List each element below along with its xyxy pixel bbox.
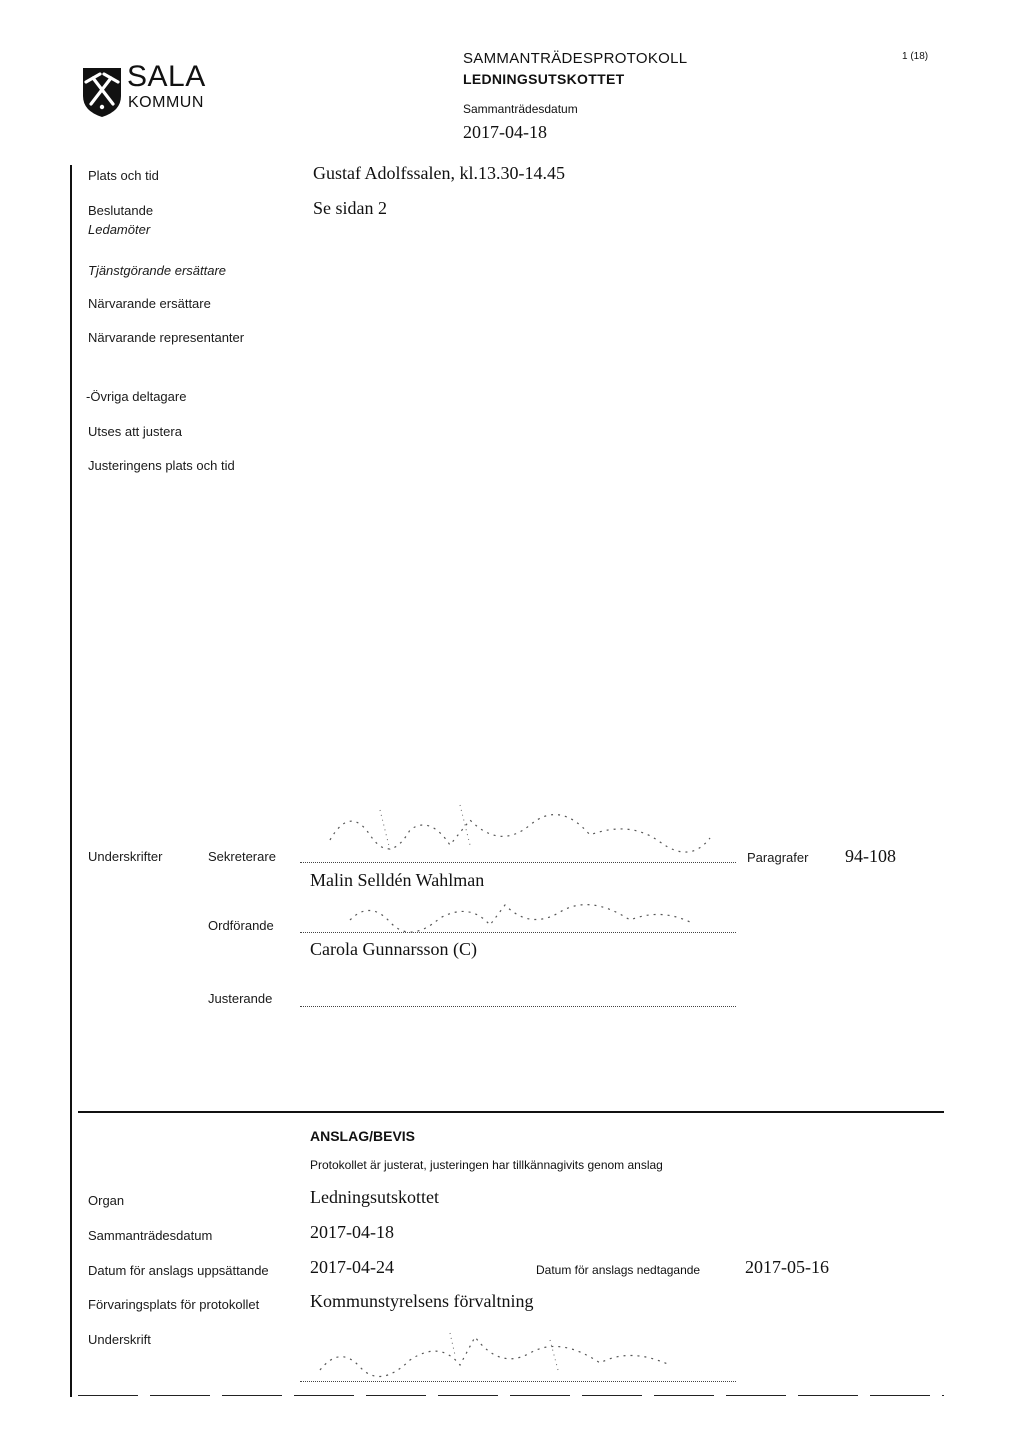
- document-title: SAMMANTRÄDESPROTOKOLL: [463, 50, 688, 67]
- storage-value: Kommunstyrelsens förvaltning: [310, 1291, 534, 1311]
- logo-subtitle: KOMMUN: [128, 94, 204, 111]
- notice-signature-line: [300, 1381, 736, 1382]
- adjustment-place-label: Justeringens plats och tid: [88, 458, 235, 473]
- logo-name: SALA: [127, 60, 206, 93]
- organ-label: Organ: [88, 1193, 125, 1208]
- notice-meeting-date-value: 2017-04-18: [310, 1222, 394, 1242]
- secretary-name: Malin Selldén Wahlman: [310, 870, 485, 890]
- present-representatives-label: Närvarande representanter: [88, 330, 245, 345]
- meeting-date: 2017-04-18: [463, 122, 547, 142]
- place-value: Gustaf Adolfssalen, kl.13.30-14.45: [313, 163, 565, 183]
- bottom-rule: [78, 1395, 944, 1396]
- removed-date-value: 2017-05-16: [745, 1257, 829, 1277]
- secretary-signature-line: [300, 862, 736, 863]
- sala-coat-of-arms-icon: [82, 66, 122, 118]
- organization-name: LEDNINGSUTSKOTTET: [463, 71, 625, 87]
- serving-substitutes-label: Tjänstgörande ersättare: [88, 263, 227, 278]
- posted-date-label: Datum för anslags uppsättande: [88, 1263, 269, 1278]
- storage-label: Förvaringsplats för protokollet: [88, 1297, 260, 1312]
- chair-signature-line: [300, 932, 736, 933]
- meeting-date-label: Sammanträdesdatum: [463, 102, 578, 116]
- other-participants-label: -Övriga deltagare: [86, 389, 187, 404]
- signatures-section-label: Underskrifter: [88, 849, 163, 864]
- decision-value: Se sidan 2: [313, 198, 387, 218]
- chair-label: Ordförande: [208, 918, 274, 933]
- notice-meeting-date-label: Sammanträdesdatum: [88, 1228, 213, 1243]
- present-substitutes-label: Närvarande ersättare: [88, 296, 211, 311]
- decision-label: Beslutande: [88, 203, 154, 218]
- chair-signature: [300, 890, 720, 935]
- members-label: Ledamöter: [88, 222, 151, 237]
- removed-date-label: Datum för anslags nedtagande: [536, 1263, 701, 1277]
- secretary-label: Sekreterare: [208, 849, 276, 864]
- chair-name: Carola Gunnarsson (C): [310, 939, 477, 959]
- adjuster-signature-line: [300, 1006, 736, 1007]
- appointed-adjuster-label: Utses att justera: [88, 424, 182, 439]
- paragraphs-label: Paragrafer: [747, 850, 809, 865]
- secretary-signature: [300, 800, 720, 860]
- organ-value: Ledningsutskottet: [310, 1187, 439, 1207]
- paragraphs-value: 94-108: [845, 846, 896, 866]
- notice-statement: Protokollet är justerat, justeringen har tillkännagivits genom anslag: [310, 1158, 663, 1172]
- notice-signature: [300, 1325, 720, 1385]
- page-number: 1 (18): [902, 51, 929, 62]
- posted-date-value: 2017-04-24: [310, 1257, 394, 1277]
- notice-separator: [78, 1111, 944, 1113]
- place-label: Plats och tid: [88, 168, 159, 183]
- adjuster-label: Justerande: [208, 991, 273, 1006]
- notice-title: ANSLAG/BEVIS: [310, 1128, 416, 1144]
- notice-signature-label: Underskrift: [88, 1332, 151, 1347]
- left-margin-line: [70, 165, 72, 1397]
